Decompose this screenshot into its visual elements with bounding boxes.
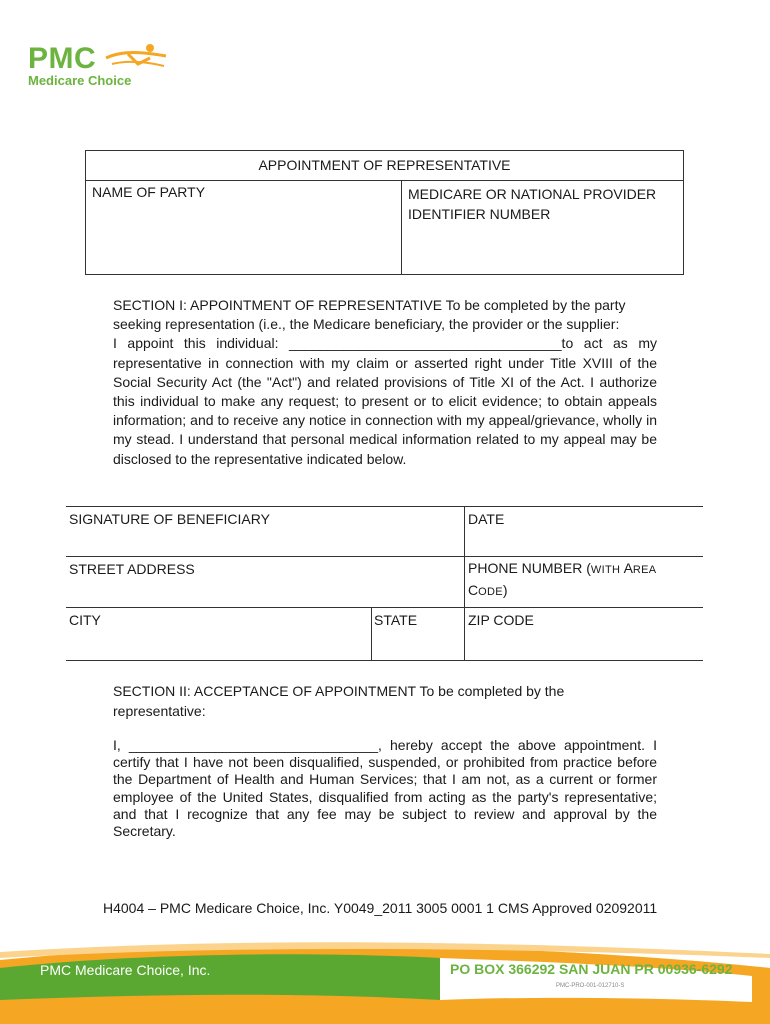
cms-approval-line: H4004 – PMC Medicare Choice, Inc. Y0049_2011 3005 0001 1 CMS Approved 02092011 xyxy=(103,900,658,916)
street-address-field[interactable]: STREET ADDRESS xyxy=(69,561,195,577)
section-1-body: I appoint this individual: ___________________________________to act as my representative in connection with my claim or asserted right under Title XVIII of the Social Security Act (the "Act") and related provisions of Title XI of the Act. I authorize this individual to make any request; to present or to elicit evidence; to obtain appeals information; and to receive any notice in connection with my appeal/grievance, wholly in my stead. I understand that personal medical information related to my appeal may be disclosed to the representative indicated below. xyxy=(113,335,657,467)
name-of-party-field[interactable]: NAME OF PARTY xyxy=(92,184,206,200)
banner-swoosh xyxy=(0,938,770,1024)
swoosh-figure-icon xyxy=(98,42,168,74)
section-1 xyxy=(113,296,657,469)
zip-code-field[interactable]: ZIP CODE xyxy=(468,612,534,628)
logo-tagline: Medicare Choice xyxy=(28,73,132,88)
section-1-heading: SECTION I: APPOINTMENT OF REPRESENTATIVE To be completed by the party seeking representation (i.e., the Medicare beneficiary, the provider or the supplier: xyxy=(113,297,626,333)
banner-address: PO BOX 366292 SAN JUAN PR 00936-6292 xyxy=(450,961,733,977)
date-field[interactable]: DATE xyxy=(468,511,505,527)
footer-banner xyxy=(0,938,770,1024)
logo-brand: PMC xyxy=(28,42,97,75)
signature-field[interactable]: SIGNATURE OF BENEFICIARY xyxy=(69,511,270,527)
appointment-header-table xyxy=(85,150,684,275)
banner-company-name: PMC Medicare Choice, Inc. xyxy=(40,962,211,978)
state-field[interactable]: STATE xyxy=(374,612,418,628)
medicare-id-label-line2: IDENTIFIER NUMBER xyxy=(408,206,551,222)
phone-number-field[interactable]: PHONE NUMBER (WITH AREA CODE) xyxy=(468,560,657,598)
banner-form-code: PMC-PRO-001-012710-S xyxy=(556,983,625,989)
medicare-id-label-line1: MEDICARE OR NATIONAL PROVIDER xyxy=(408,186,657,202)
pmc-logo xyxy=(28,42,168,92)
medicare-id-field[interactable] xyxy=(408,184,678,224)
city-field[interactable]: CITY xyxy=(69,612,101,628)
section-2-heading: SECTION II: ACCEPTANCE OF APPOINTMENT To be completed by the representative: xyxy=(113,683,565,719)
form-title: APPOINTMENT OF REPRESENTATIVE xyxy=(258,157,511,173)
section-2-body: I, ________________________________, hereby accept the above appointment. I certify that I have not been disqualified, suspended, or prohibited from practice before the Department of Health and Human Services; that I am not, as a current or former employee of the United States, disqualified from acting as the party's representative; and that I recognize that any fee may be subject to review and approval by the Secretary. xyxy=(113,737,657,840)
